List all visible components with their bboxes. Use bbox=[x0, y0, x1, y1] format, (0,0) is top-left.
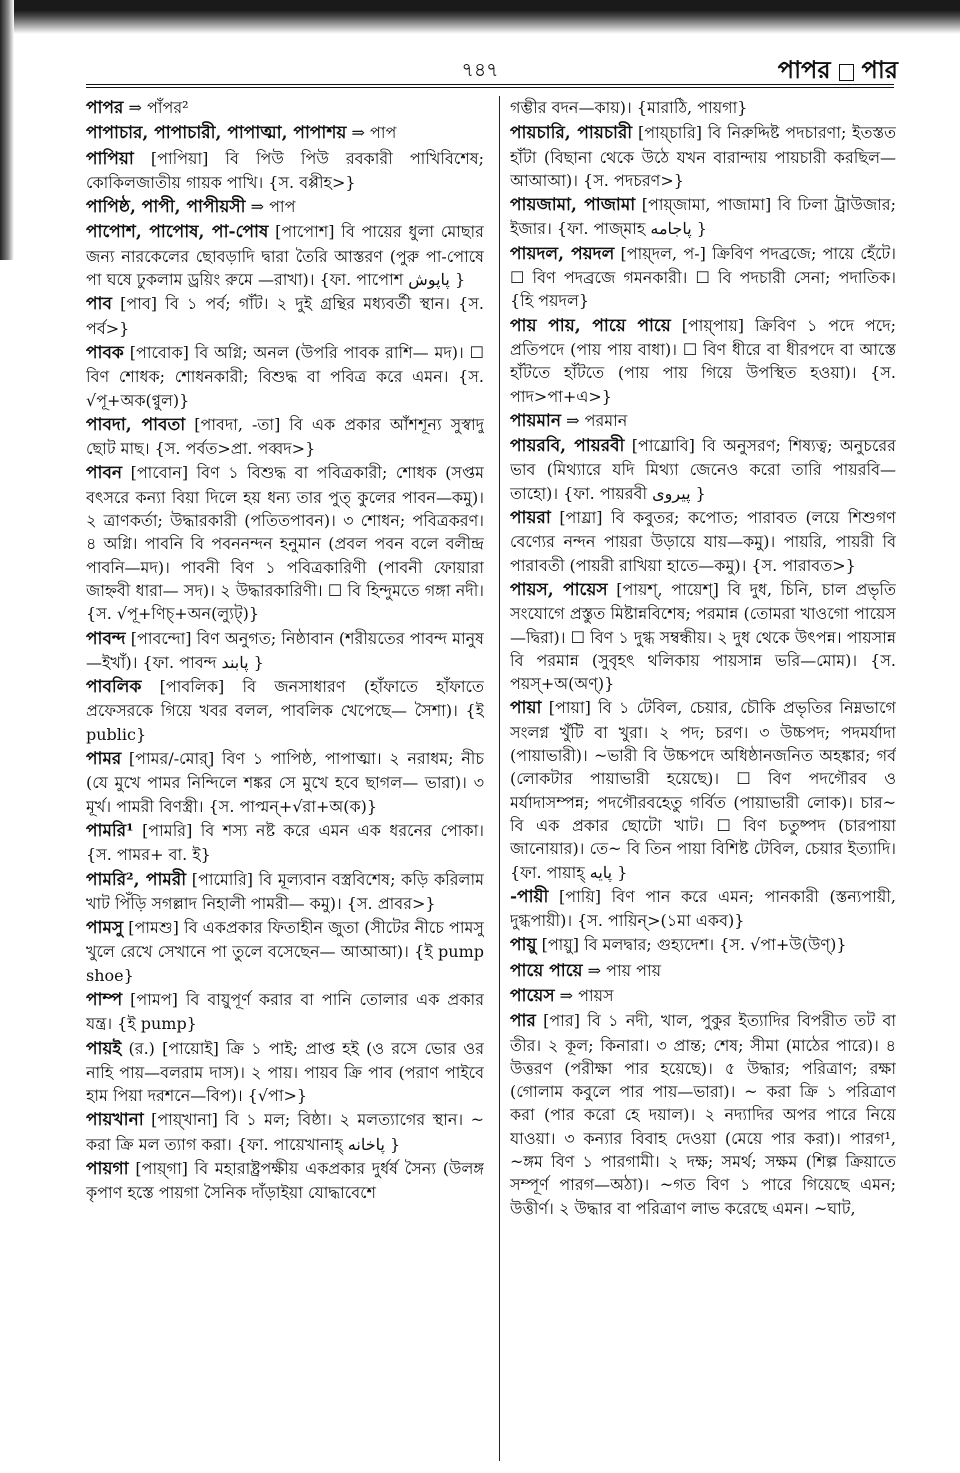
entry-headword: পায়স, পায়েস bbox=[510, 579, 608, 600]
entry-body: [পায়্রোবি] বি অনুসরণ; শিষ্যত্ব; অনুচরের ভাব (মিথ্যারে যদি মিথ্যা জেনেও করো তারি পায়রবি—তাহো)। {ফা. পায়রবী پيروى } bbox=[510, 436, 896, 503]
running-head-last: পার bbox=[861, 55, 898, 84]
entry-body: [পায়্পায়] ক্রিবিণ ১ পদে পদে; প্রতিপদে (পায় পায় বাধা)। ☐ বিণ ধীরে বা ধীরপদে বা আস্তে হাঁটতে হাঁটতে (পায় পায় গিয়ে উপস্থিত হওয়া)। {স. পাদ>পা+এ>} bbox=[510, 315, 896, 406]
entry-body: [পায়্গা] বি মহারাষ্ট্রপক্ষীয় একপ্রকার দুর্ধর্ষ সৈন্য (উলঙ্গ কৃপাণ হস্তে পায়গা সৈনিক দাঁড়াইয়া যোদ্ধাবেশে bbox=[86, 1159, 484, 1203]
page-number: ৭৪৭ bbox=[461, 59, 499, 81]
dictionary-entry bbox=[86, 627, 484, 675]
entry-body: গম্ভীর বদন—কায়)। {মারাঠি, পায়গা} bbox=[510, 98, 748, 117]
entry-headword: পায়েস bbox=[510, 985, 555, 1006]
dictionary-entry bbox=[510, 121, 896, 192]
dictionary-entry bbox=[510, 933, 896, 957]
dictionary-entry bbox=[510, 959, 896, 983]
entry-body: [পায়্দল, প-] ক্রিবিণ পদব্রজে; পায়ে হেঁটে। ☐ বিণ পদব্রজে গমনকারী। ☐ বি পদচারী সেনা; পদাতিক। {হি পয়দল} bbox=[510, 243, 896, 311]
entry-body: ⇒ পরমান bbox=[561, 410, 628, 430]
entry-headword: পাবদা, পাবতা bbox=[86, 414, 186, 435]
entry-body: ⇒ পাপ bbox=[245, 197, 296, 217]
scan-edge-left bbox=[0, 0, 14, 260]
entry-headword: পায়া bbox=[510, 698, 542, 719]
entry-headword: পাবলিক bbox=[86, 677, 142, 698]
dictionary-entry bbox=[86, 147, 484, 195]
entry-headword: পায়রা bbox=[510, 508, 551, 529]
dictionary-entry bbox=[86, 461, 484, 625]
dictionary-entry bbox=[510, 696, 896, 883]
entry-headword: পার bbox=[510, 1011, 536, 1032]
entry-body: [পাবোন] বিণ ১ বিশুদ্ধ বা পবিত্রকারী; শোধক (সপ্তম বৎসরে কন্যা বিয়া দিলে হয় ধন্য তার পুত্ কুলের পাবন—কমু)। ২ ত্রাণকর্তা; উদ্ধারকারী (পতিতপাবন)। ৩ শোধন; পবিত্রকরণ। ৪ অগ্নি। পাবনি বি পবননন্দন হনুমান (প্রবল পবন বলে বলীন্দ্র পাবনি—মদ)। পাবনী বিণ ১ পবিত্রকারিণী (পাবনী ফোয়ারা জাহ্নবী ধারা— সদ)। ২ উদ্ধারকারিণী। ☐ বি হিন্দুমতে গঙ্গা নদী। {স. √পূ+ণিচ্+অন(ল্যুট্)} bbox=[86, 463, 484, 624]
dictionary-entry bbox=[86, 868, 484, 916]
entry-body: [পাপিয়া] বি পিউ পিউ রবকারী পাখিবিশেষ; কোকিলজাতীয় গায়ক পাখি। {স. বপ্পীহ>} bbox=[86, 148, 484, 192]
entry-headword: পাপোশ, পাপোষ, পা-পোষ bbox=[86, 222, 269, 243]
entry-body: [পায়্জামা, পাজামা] বি ঢিলা ট্রাউজার; ইজার। {ফা. পাজ্‌মাহ پاجامه } bbox=[510, 195, 896, 239]
dictionary-entry bbox=[86, 916, 484, 987]
entry-headword: পায়দল, পয়দল bbox=[510, 243, 615, 264]
entry-body: (র.) [পায়োই] ক্রি ১ পাই; প্রাপ্ত হই (ও রসে ভোর ওর নাহি পায়—বলরাম দাস)। ২ পায়। পায়ব ক্রি পাব (পরাণ পাইবে হাম পিয়া দরশনে—বিপ)। {√পা>} bbox=[86, 1038, 484, 1106]
dictionary-entry bbox=[510, 242, 896, 313]
dictionary-entry bbox=[510, 578, 896, 695]
dictionary-entry bbox=[510, 96, 896, 120]
dictionary-entry bbox=[86, 195, 484, 219]
entry-headword: পায়চারি, পায়চারী bbox=[510, 123, 633, 144]
entry-body: [পাপোশ] বি পায়ের ধুলা মোছার জন্য নারকেলের ছোবড়াদি দ্বারা তৈরি আস্তরণ (পুরু পা-পোষে পা ঘষে ঢুকলাম ড্রয়িং রুমে —রাখা)। {ফা. পাপোশ پاپوش } bbox=[86, 222, 484, 290]
entry-headword: পায়ই bbox=[86, 1038, 122, 1059]
entry-body: [পায়্খানা] বি ১ মল; বিষ্ঠা। ২ মলত্যাগের স্থান। ~ করা ক্রি মল ত্যাগ করা। {ফা. পায়েখানাহ্ پاخانه } bbox=[86, 1110, 484, 1154]
column-divider bbox=[499, 96, 500, 1461]
scan-edge-top bbox=[0, 0, 960, 34]
running-head-first: পাপর bbox=[777, 55, 831, 84]
entry-body: [পামপ] বি বায়ুপূর্ণ করার বা পানি তোলার এক প্রকার যন্ত্র। {ই pump} bbox=[86, 989, 484, 1034]
dictionary-entry bbox=[86, 292, 484, 340]
left-column bbox=[86, 96, 484, 1466]
dictionary-entry bbox=[86, 96, 484, 120]
entry-headword: পাবন্দ bbox=[86, 628, 126, 649]
dictionary-entry bbox=[86, 121, 484, 145]
dictionary-entry bbox=[510, 885, 896, 933]
dictionary-entry bbox=[510, 409, 896, 433]
entry-headword: পাপিষ্ঠ, পাপী, পাপীয়সী bbox=[86, 197, 246, 218]
dictionary-entry bbox=[86, 1037, 484, 1108]
entry-headword: পায়জামা, পাজামা bbox=[510, 195, 636, 216]
entry-body: ⇒ পাপ bbox=[346, 123, 397, 143]
dictionary-entry bbox=[86, 220, 484, 291]
entry-body: [পাবদা, -তা] বি এক প্রকার আঁশশূন্য সুস্বাদু ছোট মাছ। {স. পর্বত>প্রা. পব্বদ>} bbox=[86, 414, 484, 459]
entry-headword: পায়ু bbox=[510, 935, 537, 956]
dictionary-entry bbox=[86, 1157, 484, 1205]
entry-body: ⇒ পায়স bbox=[554, 985, 614, 1005]
entry-headword: পাপর bbox=[86, 98, 124, 118]
header-rule bbox=[86, 84, 894, 88]
entry-body: [পাবোক] বি অগ্নি; অনল (উপরি পাবক রাশি— মদ)। ☐ বিণ শোধক; শোধনকারী; বিশুদ্ধ বা পবিত্র করে এমন। {স. √পূ+অক(ণ্বুল)} bbox=[86, 342, 484, 410]
entry-body: ⇒ পাঁপর² bbox=[123, 98, 189, 117]
dictionary-entry bbox=[510, 1009, 896, 1220]
entry-headword: পায় পায়, পায়ে পায়ে bbox=[510, 315, 671, 336]
dictionary-entry bbox=[86, 675, 484, 746]
entry-headword: পামরি², পামরী bbox=[86, 869, 187, 890]
entry-headword: পায়গা bbox=[86, 1159, 129, 1180]
dictionary-entry bbox=[86, 988, 484, 1036]
entry-headword: পামসু bbox=[86, 918, 124, 939]
dictionary-entry bbox=[510, 314, 896, 408]
dictionary-entry bbox=[86, 341, 484, 412]
entry-body: [পায়্রা] বি কবুতর; কপোত; পারাবত (লয়ে শিশুগণ বেণ্যের নন্দন পায়রা উড়ায়ে যায়—কমু)। পায়রি, পায়রী বি পারাবতী (পায়রী রাখিয়া হাতে—কমু)। {স. পারাবত>} bbox=[510, 508, 896, 575]
entry-headword: পাব bbox=[86, 294, 112, 315]
entry-headword: পাবন bbox=[86, 463, 123, 484]
entry-headword: পাপিয়া bbox=[86, 148, 134, 169]
dictionary-entry bbox=[86, 413, 484, 461]
entry-body: [পায়া] বি ১ টেবিল, চেয়ার, চৌকি প্রভৃতির নিম্নভাগে সংলগ্ন খুঁটি বা খুরা। ২ পদ; চরণ। ৩ উচ্চপদ; পদমর্যাদা (পায়াভারী)। ~ভারী বি উচ্চপদে অধিষ্ঠানজনিত অহঙ্কার; গর্ব (লোকটার পায়াভারী হয়েছে)। ☐ বিণ পদগৌরব ও মর্যাদাসম্পন্ন; পদগৌরবহেতু গর্বিত (পায়াভারী লোক)। চার~ বি এক প্রকার ছোটো খাট। ☐ বিণ চতুষ্পদ (চারপায়া জানোয়ার)। তে~ বি তিন পায়া বিশিষ্ট টেবিল, চেয়ার ইত্যাদি। {ফা. পায়াহ্ پايه } bbox=[510, 698, 896, 882]
entry-body: [পাবন্দো] বিণ অনুগত; নিষ্ঠাবান (শরীয়তের পাবন্দ মানুষ—ইখাঁ)। {ফা. পাবন্দ پابند } bbox=[86, 628, 484, 672]
entry-body: [পাব] বি ১ পর্ব; গাঁট। ২ দুই গ্রন্থির মধ্যবর্তী স্থান। {স. পর্ব>} bbox=[86, 294, 484, 338]
dictionary-entry bbox=[86, 819, 484, 867]
dictionary-entry bbox=[86, 747, 484, 818]
entry-headword: পাপাচার, পাপাচারী, পাপাত্মা, পাপাশয় bbox=[86, 123, 347, 144]
entry-headword: পায়খানা bbox=[86, 1110, 144, 1131]
entry-headword: পামর bbox=[86, 749, 122, 770]
entry-body: [পামরি] বি শস্য নষ্ট করে এমন এক ধরনের পোকা। {স. পামর+ বা. ই} bbox=[86, 820, 484, 865]
entry-body: ⇒ পায় পায় bbox=[582, 960, 662, 980]
entry-headword: পাবক bbox=[86, 342, 124, 363]
entry-body: [পায়্চারি] বি নিরুদ্দিষ্ট পদচারণা; ইতস্তত হাঁটা (বিছানা থেকে উঠে যখন বারান্দায় পায়চারী করছিল—আআআ)। {স. পদচরণ>} bbox=[510, 123, 896, 190]
square-divider-icon bbox=[839, 64, 854, 81]
dictionary-entry bbox=[510, 984, 896, 1008]
entry-body: [পায়শ্, পায়েশ্] বি দুধ, চিনি, চাল প্রভৃতি সংযোগে প্রস্তুত মিষ্টান্নবিশেষ; পরমান্ন (তোমরা খাওগো পায়েস—দ্বিরা)। ☐ বিণ ১ দুগ্ধ সম্বন্ধীয়। ২ দুধ থেকে উৎপন্ন। পায়সান্ন বি পরমান্ন (সুবৃহৎ থলিকায় পায়সান্ন ভরি—মোম)। {স. পয়স্+অ(অণ্)} bbox=[510, 579, 896, 694]
right-column bbox=[510, 96, 896, 1466]
entry-headword: পামরি¹ bbox=[86, 820, 134, 841]
dictionary-entry bbox=[510, 506, 896, 577]
entry-headword: পায়মান bbox=[510, 410, 562, 431]
entry-body: [পার] বি ১ নদী, খাল, পুকুর ইত্যাদির বিপরীত তট বা তীর। ২ কূল; কিনারা। ৩ প্রান্ত; শেষ; সীমা (মাঠের পারে)। ৪ উত্তরণ (পরীক্ষা পার হয়েছে)। ৫ উদ্ধার; পরিত্রাণ; রক্ষা (গোলাম কবুলে পার পায়—ভারা)। ~ করা ক্রি ১ পরিত্রাণ করা (পার করো হে দয়াল)। ২ নদ্যাদির অপর পারে নিয়ে যাওয়া। ৩ কন্যার বিবাহ দেওয়া (মেয়ে পার করা)। পারগ¹, ~ঙ্গম বিণ ১ পারগামী। ২ দক্ষ; সমর্থ; সক্ষম (শিল্প ক্রিয়াতে সম্পূর্ণ পারগ—অঠা)। ~গত বিণ ১ পারে গিয়েছে এমন; উত্তীর্ণ। ২ উদ্ধার বা পরিত্রাণ লাভ করেছে এমন। ~ঘাট, bbox=[510, 1011, 896, 1218]
entry-body: [পায়ি] বিণ পান করে এমন; পানকারী (স্তন্যপায়ী, দুগ্ধপায়ী)। {স. পায়িন্>(১মা একব)} bbox=[510, 886, 896, 931]
entry-body: [পামোরি] বি মূল্যবান বস্ত্রবিশেষ; কড়ি করিলাম খাট পিঁড়ি সগল্লাদ নিহালী পামরী— কমু)। {স. প্রাবর>} bbox=[86, 869, 484, 913]
entry-headword: পায়রবি, পায়রবী bbox=[510, 436, 625, 457]
entry-headword: পায়ে পায়ে bbox=[510, 960, 583, 981]
entry-body: [পাবলিক] বি জনসাধারণ (হাঁফাতে হাঁফাতে প্রফেসরকে গিয়ে খবর বলল, পাবলিক খেপেছে— সৈশা)। {ই public} bbox=[86, 677, 484, 744]
entry-headword: -পায়ী bbox=[510, 886, 549, 907]
dictionary-entry bbox=[86, 1108, 484, 1156]
dictionary-entry bbox=[510, 193, 896, 241]
entry-body: [পামর/-মোর্] বিণ ১ পাপিষ্ঠ, পাপাত্মা। ২ নরাধম; নীচ (যে মুখে পামর নিন্দিলে শঙ্কর সে মুখে হবে ছাগল— ভারা)। ৩ মূর্খ। পামরী বিণস্ত্রী। {স. পাপ্মন্+√রা+অ(ক)} bbox=[86, 749, 484, 816]
dictionary-entry bbox=[510, 434, 896, 505]
entry-headword: পাম্প bbox=[86, 989, 123, 1010]
entry-body: [পামশু] বি একপ্রকার ফিতাহীন জুতা (সীটের নীচে পামসু খুলে রেখে সেখানে পা তুলে বসেছেন— আআআ)। {ই pump shoe} bbox=[86, 918, 484, 985]
entry-body: [পায়ু] বি মলদ্বার; গুহ্যদেশ। {স. √পা+উ(উণ্)} bbox=[536, 935, 847, 955]
